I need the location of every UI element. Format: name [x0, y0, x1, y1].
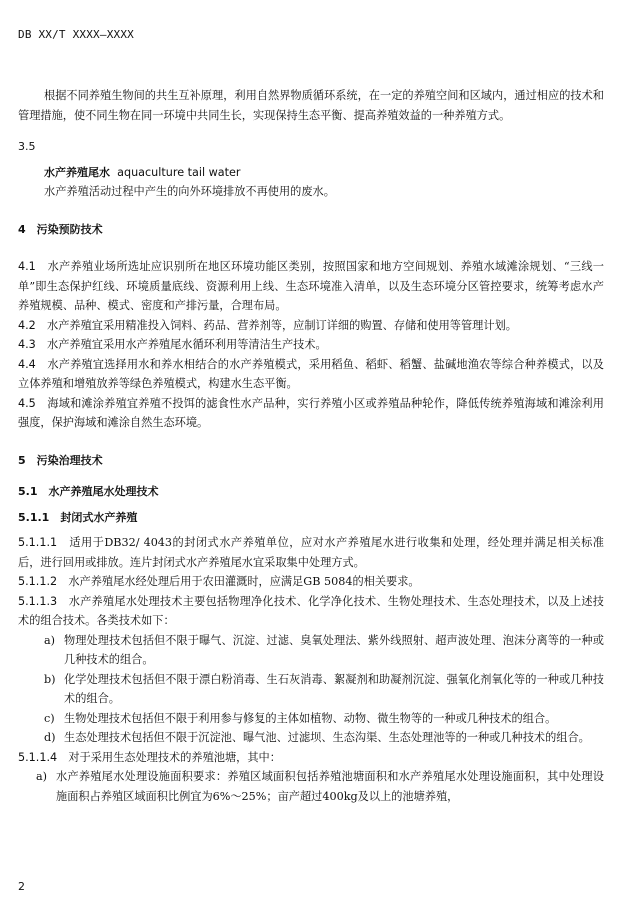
document-id-header: DB XX/T XXXX—XXXX — [18, 28, 134, 41]
section-5-title: 5 污染治理技术 — [18, 453, 103, 467]
page-number: 2 — [18, 880, 25, 893]
technique-list — [18, 631, 604, 748]
clause-4-5: 4.5 海域和滩涂养殖宜养殖不投饵的滤食性水产品种，实行养殖小区或养殖品种轮作，降低传统养殖海域和滩涂利用强度，保护海域和滩涂自然生态环境。 — [18, 396, 604, 429]
clause-4-2: 4.2 水产养殖宜采用精准投入饲料、药品、营养剂等，应制订详细的购置、存储和使用等管理计划。 — [18, 318, 517, 332]
section-4-title: 4 污染预防技术 — [18, 222, 103, 236]
list-item: b) 化学处理技术包括但不限于漂白粉消毒、生石灰消毒、絮凝剂和助凝剂沉淀、强氧化剂氧化等的一种或几种技术的组合。 — [44, 672, 604, 705]
term-definition: 水产养殖活动过程中产生的向外环境排放不再使用的废水。 — [44, 185, 335, 198]
clause-4-3: 4.3 水产养殖宜采用水产养殖尾水循环利用等清洁生产技术。 — [18, 338, 327, 351]
list-item: d) 生态处理技术包括但不限于沉淀池、曝气池、过滤坝、生态沟渠、生态处理池等的一种或几种技术的组合。 — [44, 731, 590, 744]
term-en: aquaculture tail water — [117, 165, 241, 179]
term-entry — [18, 163, 604, 183]
clause-5-1-1-4: 5.1.1.4 对于采用生态处理技术的养殖池塘，其中： — [18, 750, 281, 764]
clause-5-1-1-3: 5.1.1.3 水产养殖尾水处理技术主要包括物理净化技术、化学净化技术、生物处理技术、生态处理技术，以及上述技术的组合技术。各类技术如下： — [18, 594, 604, 627]
term-zh: 水产养殖尾水 — [44, 165, 110, 179]
clause-5-1-1-1: 5.1.1.1 适用于DB32/ 4043的封闭式水产养殖单位，应对水产养殖尾水进行收集和处理，经处理并满足相关标准后，进行回用或排放。连片封闭式水产养殖尾水宜采取集中处理方式。 — [18, 536, 604, 569]
intro-paragraph: 根据不同养殖生物间的共生互补原理，利用自然界物质循环系统，在一定的养殖空间和区域内，通过相应的技术和管理措施，使不同生物在同一环境中共同生长，实现保持生态平衡、提高养殖效益的一种养殖方式。 — [18, 89, 604, 122]
clause-5-1-1-2: 5.1.1.2 水产养殖尾水经处理后用于农田灌溉时，应满足GB 5084的相关要求。 — [18, 575, 420, 588]
list-item: a) 物理处理技术包括但不限于曝气、沉淀、过滤、臭氧处理法、紫外线照射、超声波处理、泡沫分离等的一种或几种技术的组合。 — [44, 633, 604, 666]
document-body — [18, 86, 604, 806]
section-3-5-number: 3.5 — [18, 140, 36, 153]
list-item: c) 生物处理技术包括但不限于利用参与修复的主体如植物、动物、微生物等的一种或几种技术的组合。 — [44, 711, 557, 725]
list-item: a) 水产养殖尾水处理设施面积要求：养殖区域面积包括养殖池塘面积和水产养殖尾水处理设施面积，其中处理设施面积占养殖区域面积比例宜为6%～25%；亩产超过400kg及以上的池塘养殖， — [36, 770, 604, 803]
clause-4-1: 4.1 水产养殖业场所选址应识别所在地区环境功能区类别，按照国家和地方空间规划、养殖水域滩涂规划、“三线一单”即生态保护红线、环境质量底线、资源利用上线、生态环境准入清单，以及生态环境分区管控要求，统筹考虑水产养殖规模、品种、模式、密度和产排污量，合理布局。 — [18, 260, 604, 312]
clause-4-4: 4.4 水产养殖宜选择用水和养水相结合的水产养殖模式，采用稻鱼、稻虾、稻蟹、盐碱地渔农等综合种养模式，以及立体养殖和增殖放养等绿色养殖模式，构建水生态平衡。 — [18, 357, 604, 390]
section-5-1-title: 5.1 水产养殖尾水处理技术 — [18, 485, 159, 498]
pond-requirement-list — [18, 767, 604, 806]
section-5-1-1-title: 5.1.1 封闭式水产养殖 — [18, 510, 138, 524]
